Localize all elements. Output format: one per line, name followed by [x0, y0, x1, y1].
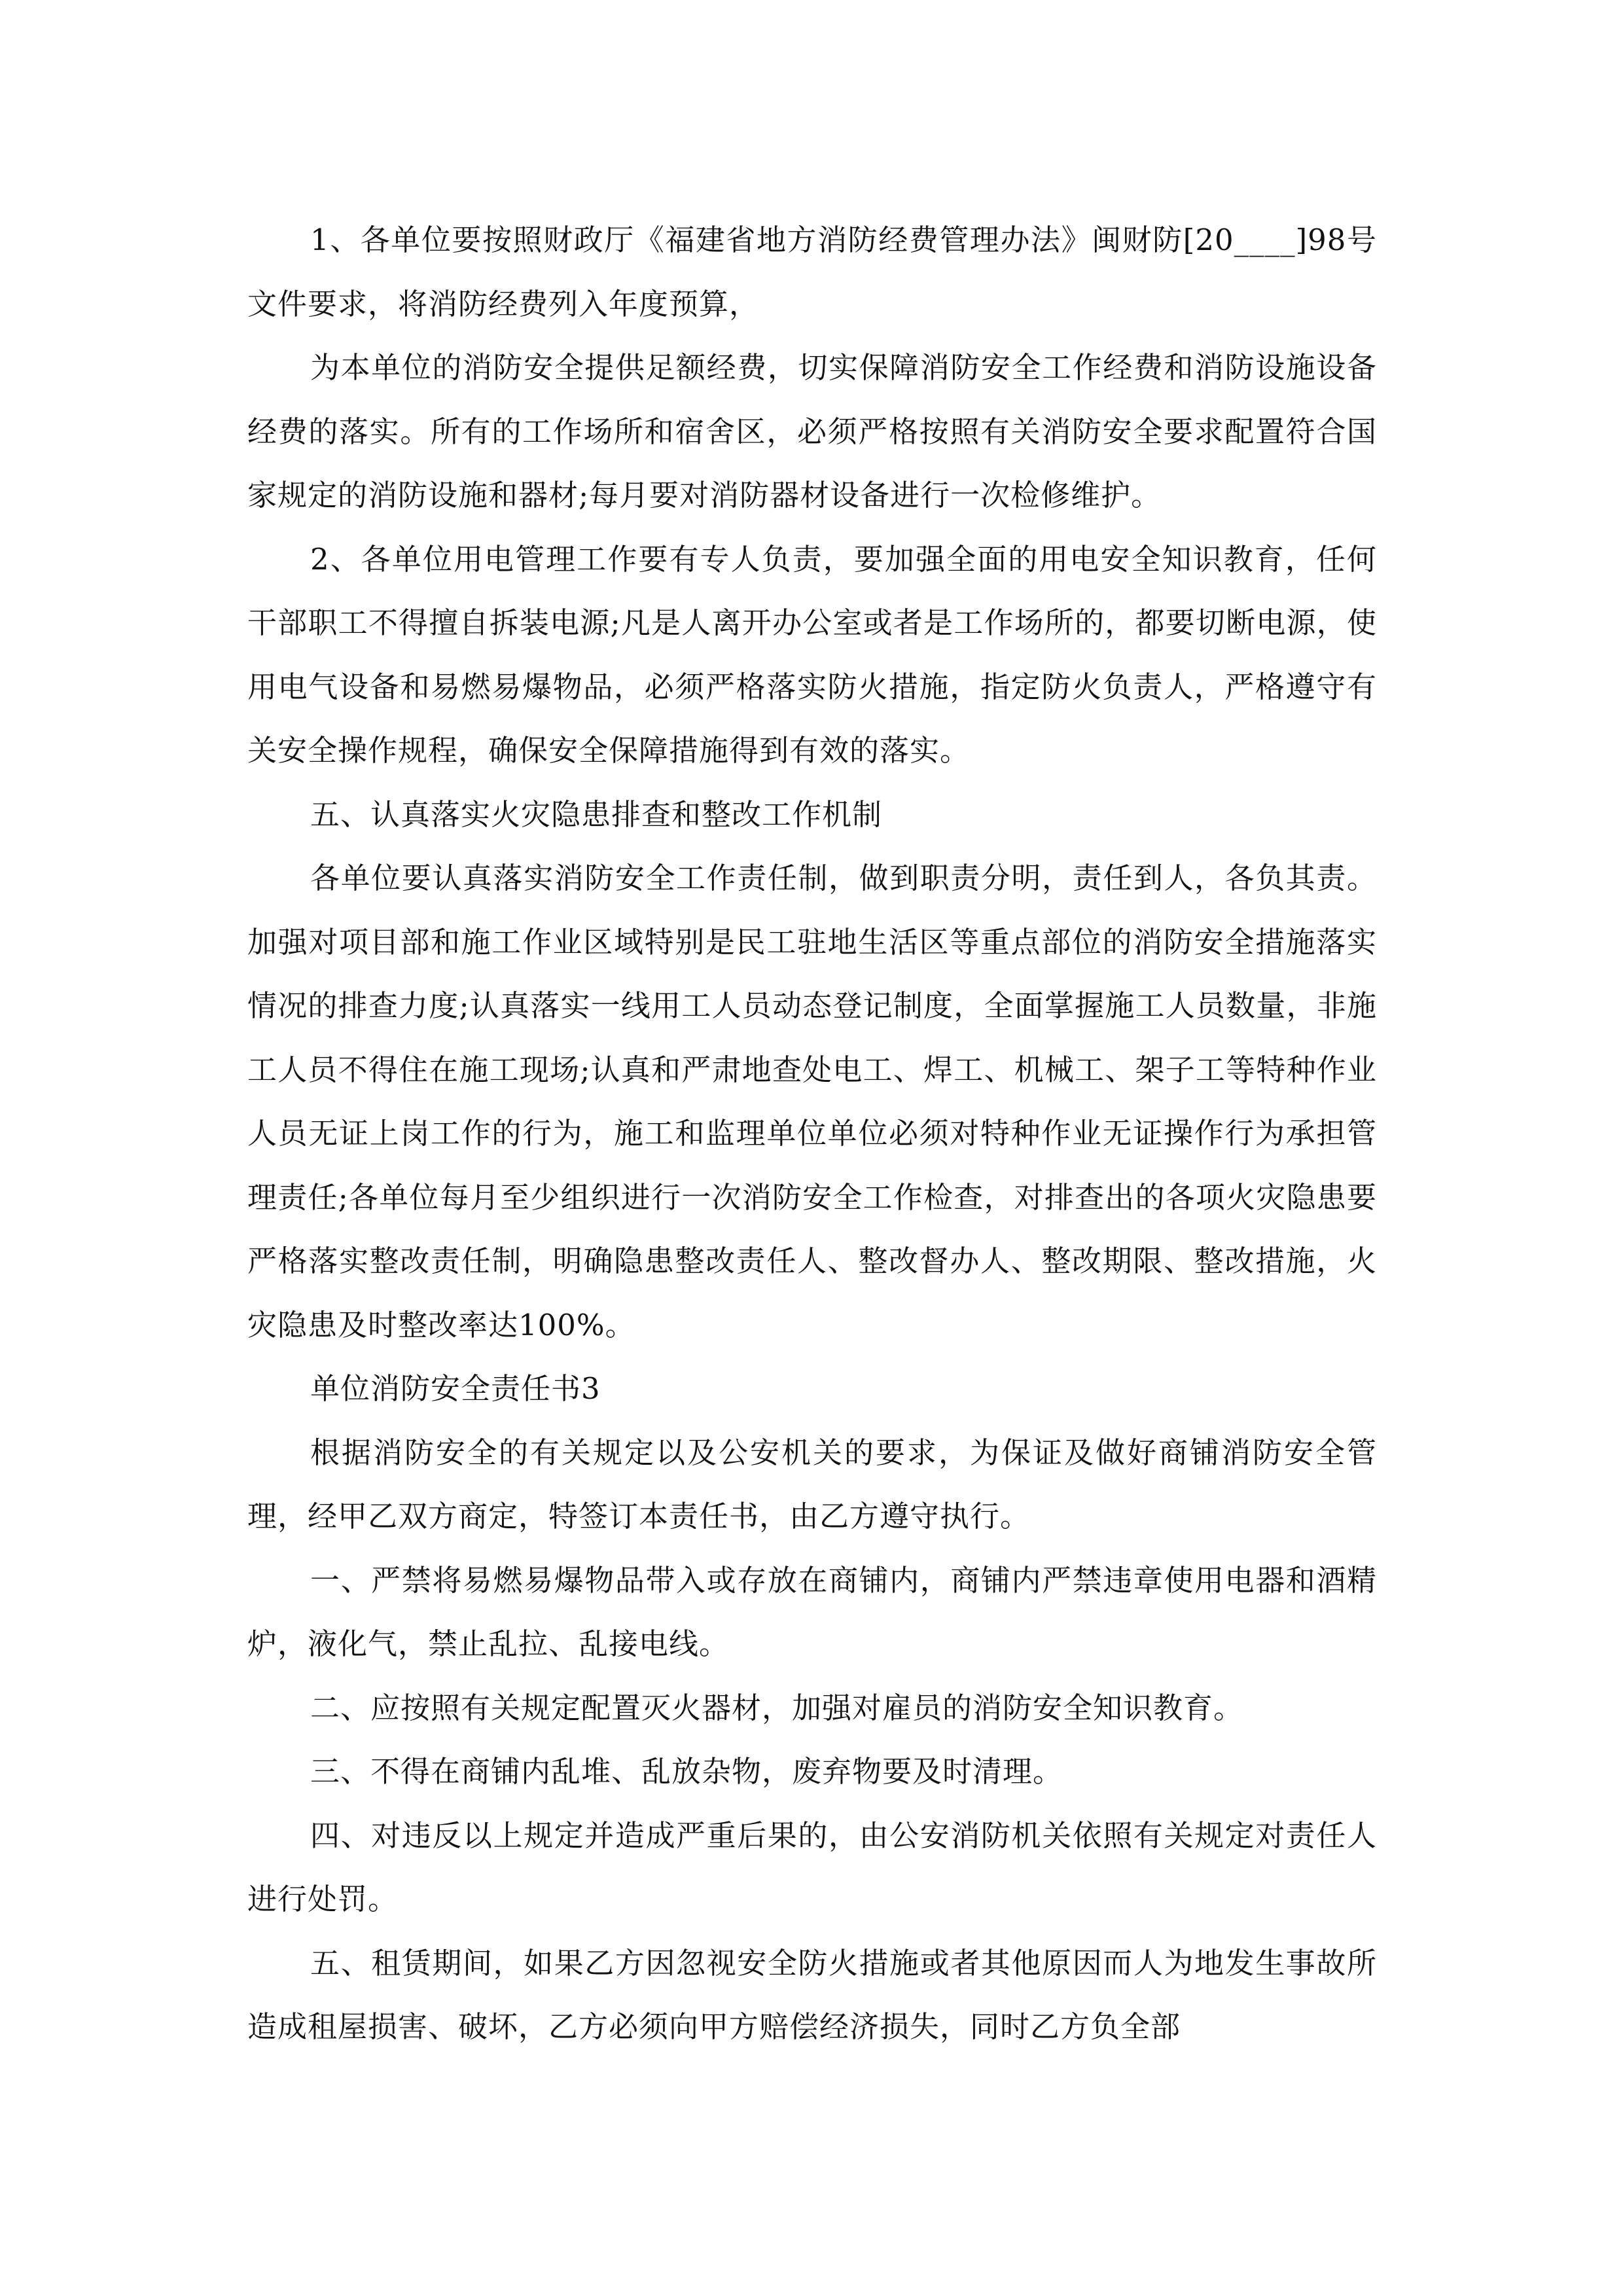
- paragraph-preamble: 根据消防安全的有关规定以及公安机关的要求，为保证及做好商铺消防安全管理，经甲乙双方商定，特签订本责任书，由乙方遵守执行。: [247, 1435, 1377, 1534]
- clause-2-fire-equipment: 二、应按照有关规定配置灭火器材，加强对雇员的消防安全知识教育。: [310, 1690, 1244, 1725]
- document-title-responsibility-letter-3: 单位消防安全责任书3: [310, 1371, 601, 1406]
- paragraph-electricity-management: 2、各单位用电管理工作要有专人负责，要加强全面的用电安全知识教育，任何干部职工不得擅自拆装电源;凡是人离开办公室或者是工作场所的，都要切断电源，使用电气设备和易燃易爆物品，必须严格落实防火措施，指定防火负责人，严格遵守有关安全操作规程，确保安全保障措施得到有效的落实。: [247, 541, 1377, 768]
- paragraph-responsibility-system: 各单位要认真落实消防安全工作责任制，做到职责分明，责任到人，各负其责。加强对项目部和施工作业区域特别是民工驻地生活区等重点部位的消防安全措施落实情况的排查力度;认真落实一线用工人员动态登记制度，全面掌握施工人员数量，非施工人员不得住在施工现场;认真和严肃地查处电工、焊工、机械工、架子工等特种作业人员无证上岗工作的行为，施工和监理单位单位必须对特种作业无证操作行为承担管理责任;各单位每月至少组织进行一次消防安全工作检查，对排查出的各项火灾隐患要严格落实整改责任制，明确隐患整改责任人、整改督办人、整改期限、整改措施，火灾隐患及时整改率达100%。: [247, 861, 1377, 1342]
- clause-1-prohibited-items: 一、严禁将易燃易爆物品带入或存放在商铺内，商铺内严禁违章使用电器和酒精炉，液化气，禁止乱拉、乱接电线。: [247, 1562, 1377, 1661]
- clause-4-penalties: 四、对违反以上规定并造成严重后果的，由公安消防机关依照有关规定对责任人进行处罚。: [247, 1818, 1377, 1916]
- paragraph-fire-equipment-funding: 为本单位的消防安全提供足额经费，切实保障消防安全工作经费和消防设施设备经费的落实。所有的工作场所和宿舍区，必须严格按照有关消防安全要求配置符合国家规定的消防设施和器材;每月要对消防器材设备进行一次检修维护。: [247, 350, 1377, 512]
- clause-5-lease-liability: 五、租赁期间，如果乙方因忽视安全防火措施或者其他原因而人为地发生事故所造成租屋损害、破坏，乙方必须向甲方赔偿经济损失，同时乙方负全部: [247, 1945, 1377, 2044]
- document-page: [247, 208, 1377, 2059]
- paragraph-fire-fund-budget: 1、各单位要按照财政厅《福建省地方消防经费管理办法》闽财防[20____]98号文件要求，将消防经费列入年度预算，: [247, 223, 1377, 321]
- clause-3-clutter: 三、不得在商铺内乱堆、乱放杂物，废弃物要及时清理。: [310, 1754, 1063, 1789]
- section-heading-hazard-inspection: 五、认真落实火灾隐患排查和整改工作机制: [310, 797, 883, 832]
